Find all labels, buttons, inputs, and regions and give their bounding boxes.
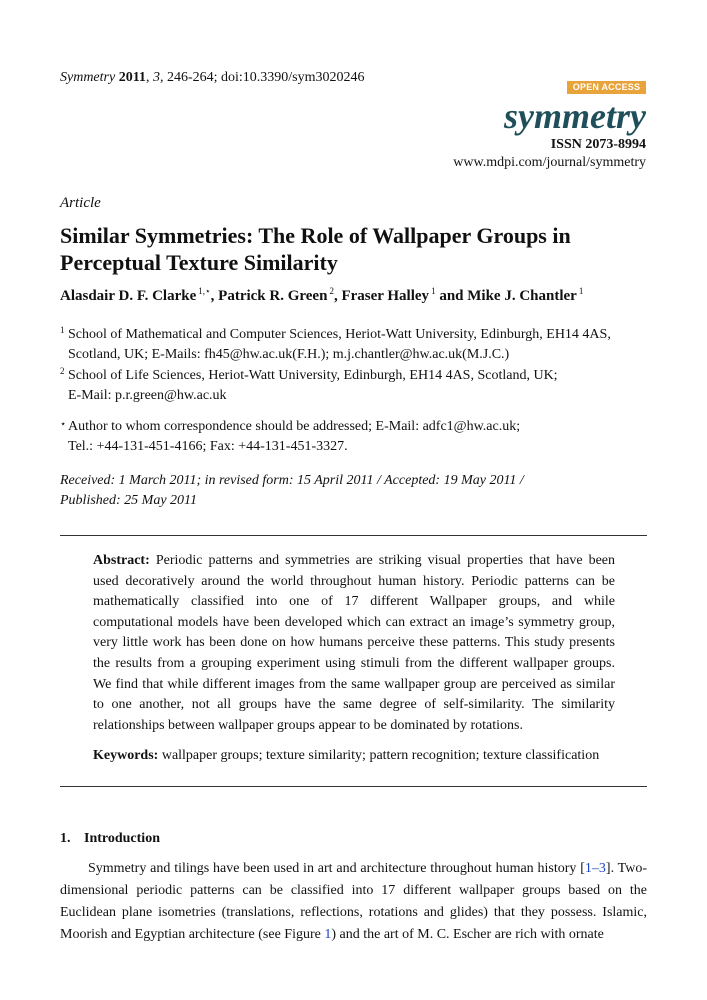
abstract-text: Periodic patterns and symmetries are striking visual properties that have been used decoratively around the world throughout human history. Periodic patterns can be mathematically classified into one of 17 different Wallpaper groups, and while computational models have been developed which can extract an image’s symmetry group, very little work has been done on how humans perceive these patterns. This study presents the results from a grouping experiment using stimuli from the different wallpaper groups. We find that while different images from the same wallpaper group are perceived as similar to one another, not all groups have the same degree of self-similarity. The similarity relationships between wallpaper groups appear to be dominated by rotations. (93, 553, 616, 733)
journal-url[interactable]: www.mdpi.com/journal/symmetry (453, 155, 646, 170)
author-separator: , (333, 288, 342, 304)
correspondence-line: Tel.: +44-131-451-4166; Fax: +44-131-451-3327. (68, 439, 348, 454)
affiliation-number: 1 (60, 325, 65, 335)
dates-line: Published: 25 May 2011 (60, 493, 197, 508)
open-access-badge: OPEN ACCESS (567, 81, 646, 94)
affiliation-line: Scotland, UK; E-Mails: fh45@hw.ac.uk(F.H.); m.j.chantler@hw.ac.uk(M.J.C.) (68, 347, 510, 362)
intro-paragraph (60, 858, 647, 946)
affiliation-line: E-Mail: p.r.green@hw.ac.uk (68, 388, 227, 403)
intro-text: ) and the art of M. C. Escher are rich with ornate (331, 927, 604, 942)
author-separator: , (210, 288, 219, 304)
divider-bottom (60, 786, 647, 787)
intro-text: Symmetry and tilings have been used in art and architecture throughout human history [ (88, 861, 585, 876)
affiliation-2 (60, 361, 660, 406)
affiliation-number: 2 (60, 366, 65, 376)
section-heading (60, 831, 160, 847)
citation-year: 2011 (118, 70, 146, 85)
correspondence-note (60, 415, 660, 457)
affiliation-line: School of Mathematical and Computer Sciences, Heriot-Watt University, Edinburgh, EH14 4AS, (68, 327, 611, 342)
citation-pages-doi: , 246-264; doi:10.3390/sym3020246 (159, 70, 365, 85)
author-affiliation-mark: 1,⋆ (198, 286, 211, 296)
author-name: Fraser Halley (341, 288, 430, 304)
paper-title: Similar Symmetries: The Role of Wallpaper Groups in Perceptual Texture Similarity (60, 223, 571, 275)
author-list (60, 286, 583, 305)
correspondence-mark: ⋆ (60, 419, 67, 430)
citation-link[interactable]: 1–3 (584, 861, 606, 876)
article-type: Article (60, 195, 101, 211)
author-name: Patrick R. Green (218, 288, 328, 304)
correspondence-line: Author to whom correspondence should be addressed; E-Mail: adfc1@hw.ac.uk; (68, 419, 521, 434)
author-affiliation-mark: 1 (431, 286, 436, 296)
keywords (93, 748, 623, 764)
author-name: Mike J. Chantler (467, 288, 577, 304)
figure-link[interactable]: 1 (324, 927, 332, 942)
citation-volume: 3 (152, 70, 160, 85)
dates-line: Received: 1 March 2011; in revised form: 15 April 2011 / Accepted: 19 May 2011 / (60, 473, 524, 488)
keywords-label: Keywords: (93, 748, 159, 763)
author-affiliation-mark: 2 (329, 286, 334, 296)
author-affiliation-mark: 1 (578, 286, 584, 296)
section-number: 1. (60, 831, 71, 846)
divider-top (60, 535, 647, 536)
affiliation-line: School of Life Sciences, Heriot-Watt University, Edinburgh, EH14 4AS, Scotland, UK; (68, 368, 558, 383)
intro-text: ]. Two-dimensional periodic patterns can be classified into 17 different wallpaper groups based on the Euclidean plane isometries (translations, reflections, rotations and glides) that they possess. Islamic, Moorish and Egyptian architecture (see Figure (60, 861, 647, 942)
abstract-label: Abstract: (93, 553, 150, 568)
issn: ISSN 2073-8994 (550, 137, 646, 152)
citation-line: Symmetry 2011, 3, 246-264; doi:10.3390/sym3020246 (60, 70, 365, 85)
publication-dates (60, 471, 620, 511)
author-name: Alasdair D. F. Clarke (60, 288, 197, 304)
affiliation-1 (60, 320, 660, 365)
keywords-text: wallpaper groups; texture similarity; pattern recognition; texture classification (161, 748, 600, 763)
author-separator: and (435, 288, 468, 304)
journal-logo: symmetry (504, 96, 646, 136)
abstract (93, 551, 615, 736)
section-title: Introduction (84, 831, 160, 846)
citation-journal: Symmetry (60, 70, 116, 85)
